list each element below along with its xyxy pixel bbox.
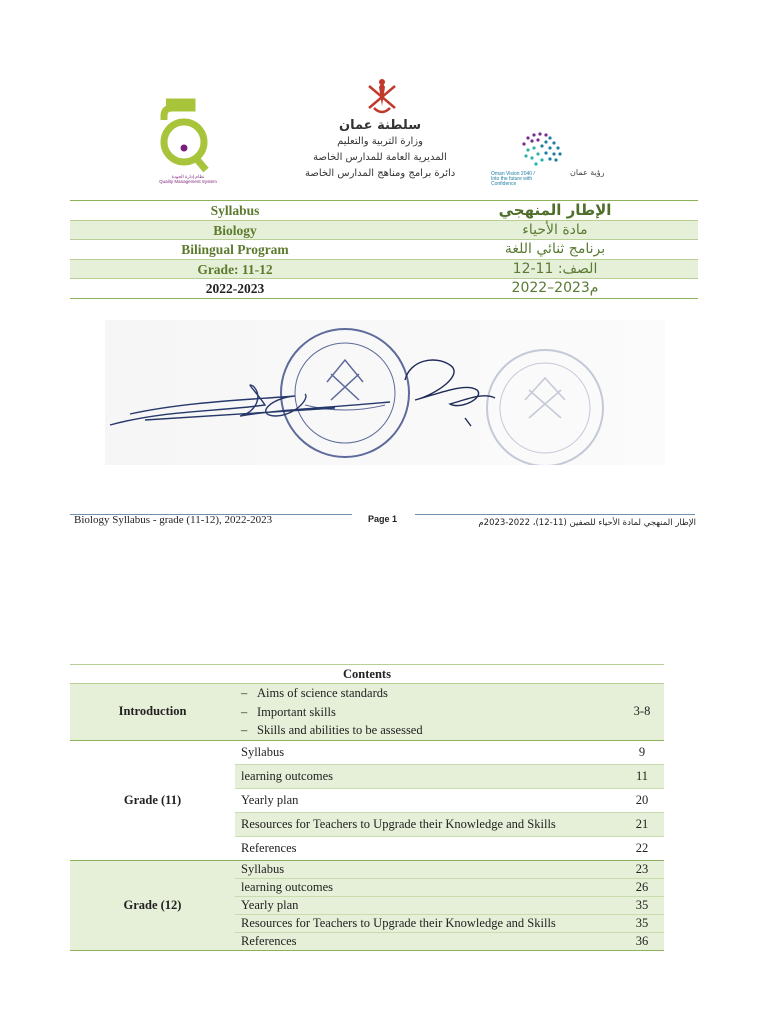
qms-caption-en: Quality Management System: [159, 179, 217, 184]
footer-right-text: الإطار المنهجي لمادة الأحياء للصفين (11-12)، 2022-2023م: [478, 518, 696, 528]
vision-tagline-ar: رؤية عمان: [570, 168, 605, 177]
contents-item: References: [235, 932, 620, 950]
table-row: [70, 684, 664, 741]
footer-left-text: Biology Syllabus - grade (11-12), 2022-2023: [74, 514, 273, 526]
page-number: 36: [620, 932, 664, 950]
page-number: 11: [620, 764, 664, 788]
contents-item: Syllabus: [235, 860, 620, 878]
page-number: 22: [620, 836, 664, 860]
list-item: – Skills and abilities to be assessed: [241, 723, 423, 737]
ministry-line-3: المديرية العامة للمدارس الخاصة: [313, 152, 447, 163]
footer-page-number: Page 1: [368, 514, 398, 524]
list-item: – Aims of science standards: [241, 686, 388, 700]
contents-item: learning outcomes: [235, 878, 620, 896]
page-number: 26: [620, 878, 664, 896]
page-number: 3-8: [620, 684, 664, 741]
page-number: 23: [620, 860, 664, 878]
page-number: 21: [620, 812, 664, 836]
signatures-and-stamps: [105, 320, 665, 465]
title-en-year: 2022-2023: [205, 280, 265, 296]
contents-item: Resources for Teachers to Upgrade their Knowledge and Skills: [235, 914, 620, 932]
section-introduction: Introduction: [70, 684, 235, 741]
title-en-grade: Grade: 11-12: [197, 262, 273, 278]
page-number: 35: [620, 914, 664, 932]
vision-dots-icon: [488, 128, 610, 172]
table-row: [70, 740, 664, 764]
title-ar-year: 2022–2023م: [511, 279, 599, 296]
qms-q-icon: [158, 98, 218, 174]
section-grade-11: Grade (11): [70, 740, 235, 860]
ministry-header: [305, 118, 455, 182]
contents-item: learning outcomes: [235, 764, 620, 788]
contents-item: Yearly plan: [235, 896, 620, 914]
contents-table: [70, 664, 664, 951]
contents-item: Syllabus: [235, 740, 620, 764]
title-ar-subject: مادة الأحياء: [522, 222, 588, 239]
list-item: – Important skills: [241, 704, 336, 719]
khanjar-emblem-icon: [365, 78, 399, 118]
title-en-syllabus: Syllabus: [210, 203, 260, 218]
contents-item: Yearly plan: [235, 788, 620, 812]
stamp-signature-graphic: [105, 320, 665, 465]
oman-vision-logo: [488, 128, 610, 190]
introduction-list: [235, 684, 620, 741]
page-number: 20: [620, 788, 664, 812]
title-ar-syllabus: الإطار المنهجي: [498, 201, 612, 219]
title-row: [70, 240, 698, 259]
footer-divider-right: [415, 514, 695, 515]
vision-tagline-en: Oman Vision 2040 / Into the future with Confidence: [491, 171, 535, 187]
title-row: [70, 279, 698, 298]
qms-logo: [158, 98, 218, 190]
contents-title: Contents: [70, 665, 664, 684]
ministry-line-1: سلطنة عمان: [338, 118, 422, 133]
title-en-program: Bilingual Program: [181, 241, 289, 257]
oman-emblem: [365, 78, 399, 118]
contents-item: Resources for Teachers to Upgrade their Knowledge and Skills: [235, 812, 620, 836]
qms-caption-ar: نظام إدارة الجودة: [171, 174, 205, 179]
page-number: 35: [620, 896, 664, 914]
title-ar-program: برنامج ثنائي اللغة: [504, 240, 606, 257]
page-number: 9: [620, 740, 664, 764]
ministry-line-4: دائرة برامج ومناهج المدارس الخاصة: [305, 168, 456, 179]
ministry-line-2: وزارة التربية والتعليم: [337, 136, 423, 147]
contents-header-row: [70, 665, 664, 684]
table-row: [70, 860, 664, 878]
title-block: [70, 200, 698, 299]
section-grade-12: Grade (12): [70, 860, 235, 950]
title-row: [70, 220, 698, 239]
title-en-subject: Biology: [213, 223, 257, 239]
contents-item: References: [235, 836, 620, 860]
title-row: [70, 259, 698, 278]
title-ar-grade: الصف: 11-12: [512, 261, 598, 278]
title-row: [70, 201, 698, 220]
